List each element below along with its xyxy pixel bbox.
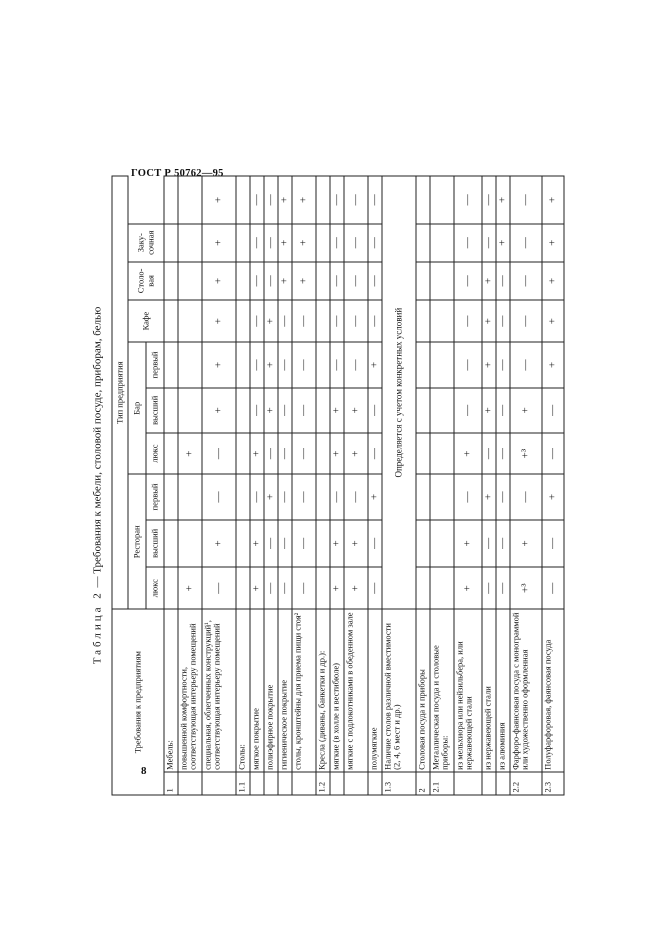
- table-row: [250, 176, 264, 795]
- row-value-cell: +: [510, 520, 542, 567]
- row-value-cell: +: [454, 567, 482, 609]
- row-value-cell: —: [250, 300, 264, 342]
- row-value-cell: —: [250, 388, 264, 433]
- row-value-cell: —: [264, 433, 278, 474]
- row-description: из алюминия: [496, 609, 510, 772]
- row-value-cell: —: [496, 433, 510, 474]
- row-description: Металлическая посуда и столовые приборы:: [430, 609, 454, 772]
- row-value-cell: [430, 176, 454, 224]
- row-value-cell: +: [344, 388, 368, 433]
- table-row: [430, 176, 454, 795]
- row-value-cell: —: [250, 176, 264, 224]
- row-value-cell: —: [344, 474, 368, 519]
- row-value-cell: +: [202, 388, 236, 433]
- table-row: [178, 176, 202, 795]
- row-value-cell: —: [368, 388, 382, 433]
- row-value-cell: +: [250, 520, 264, 567]
- row-value-cell: +: [344, 567, 368, 609]
- row-value-cell: —: [368, 224, 382, 262]
- row-description: Столы:: [236, 609, 250, 772]
- row-number: [454, 772, 482, 795]
- rotated-table-sheet: [91, 176, 559, 796]
- row-value-cell: —: [292, 567, 316, 609]
- row-value-cell: +: [264, 300, 278, 342]
- row-value-cell: [164, 474, 178, 519]
- row-value-cell: —: [482, 520, 496, 567]
- row-value-cell: +: [330, 433, 344, 474]
- row-value-cell: [430, 388, 454, 433]
- row-value-cell: [236, 342, 250, 387]
- row-number: [278, 772, 292, 795]
- row-value-cell: [316, 474, 330, 519]
- row-value-cell: +: [542, 176, 564, 224]
- table-caption: [92, 176, 110, 796]
- row-value-cell: [430, 433, 454, 474]
- row-value-cell: —: [344, 300, 368, 342]
- row-value-cell: —: [330, 474, 344, 519]
- row-value-cell: [164, 300, 178, 342]
- row-value-cell: [164, 433, 178, 474]
- row-value-cell: —: [368, 567, 382, 609]
- row-value-cell: [416, 262, 430, 300]
- row-value-cell: [416, 176, 430, 224]
- row-value-cell: [430, 474, 454, 519]
- table-row: [542, 176, 564, 795]
- row-value-cell: —: [510, 474, 542, 519]
- row-value-cell: [430, 520, 454, 567]
- row-value-cell: +: [250, 433, 264, 474]
- row-value-cell: [236, 520, 250, 567]
- row-value-cell: —: [264, 262, 278, 300]
- row-value-cell: +: [482, 388, 496, 433]
- row-value-cell: —: [344, 262, 368, 300]
- row-value-cell: [236, 567, 250, 609]
- row-value-cell: —: [454, 342, 482, 387]
- row-value-cell: [316, 433, 330, 474]
- table-row: [278, 176, 292, 795]
- table-row: [416, 176, 430, 795]
- row-value-cell: [164, 567, 178, 609]
- table-row: [330, 176, 344, 795]
- requirements-header: Требования к предприятиям: [112, 609, 164, 795]
- row-value-cell: +: [542, 262, 564, 300]
- row-value-cell: +: [542, 474, 564, 519]
- row-number: 1: [164, 772, 178, 795]
- row-value-cell: +: [496, 176, 510, 224]
- row-value-cell: —: [368, 262, 382, 300]
- row-value-cell: +: [202, 342, 236, 387]
- row-value-cell: [236, 474, 250, 519]
- row-value-cell: —: [202, 474, 236, 519]
- row-value-cell: [236, 388, 250, 433]
- row-value-cell: +: [330, 520, 344, 567]
- row-value-cell: [416, 342, 430, 387]
- row-value-cell: +: [330, 567, 344, 609]
- row-value-cell: [430, 262, 454, 300]
- row-value-cell: [316, 262, 330, 300]
- row-number: [202, 772, 236, 795]
- caption-label: Таблица 2: [91, 590, 104, 665]
- row-value-cell: [316, 176, 330, 224]
- row-value-cell: —: [482, 224, 496, 262]
- row-value-cell: +: [368, 342, 382, 387]
- row-number: [292, 772, 316, 795]
- row-value-cell: +: [278, 176, 292, 224]
- row-description: мягкие (в холле и вестибюле): [330, 609, 344, 772]
- row-number: [368, 772, 382, 795]
- row-value-cell: +: [292, 224, 316, 262]
- row-value-cell: +: [264, 474, 278, 519]
- row-value-cell: —: [482, 176, 496, 224]
- row-value-cell: —: [510, 300, 542, 342]
- row-value-cell: [416, 388, 430, 433]
- row-value-cell: [164, 262, 178, 300]
- row-description: мягкое покрытие: [250, 609, 264, 772]
- row-value-cell: —: [496, 342, 510, 387]
- row-value-cell: +: [542, 224, 564, 262]
- row-value-cell: +: [278, 224, 292, 262]
- row-value-cell: —: [202, 567, 236, 609]
- row-value-cell: —: [292, 474, 316, 519]
- row-number: [344, 772, 368, 795]
- row-number: [496, 772, 510, 795]
- bar-high-header: высший: [146, 388, 164, 433]
- row-value-cell: —: [510, 176, 542, 224]
- row-value-cell: [316, 342, 330, 387]
- row-value-cell: [316, 300, 330, 342]
- row-value-cell: [316, 224, 330, 262]
- restaurant-first-header: первый: [146, 474, 164, 519]
- row-value-cell: [164, 388, 178, 433]
- table-row: [236, 176, 250, 795]
- row-description: Полуфарфоровая, фаянсовая посуда: [542, 609, 564, 772]
- row-value-cell: —: [496, 520, 510, 567]
- row-value-cell: [236, 224, 250, 262]
- row-value-cell: —: [542, 388, 564, 433]
- row-value-cell: —: [250, 342, 264, 387]
- row-number: [178, 772, 202, 795]
- row-description: из нержавеющей стали: [482, 609, 496, 772]
- row-value-cell: —: [542, 520, 564, 567]
- row-value-cell: +: [178, 433, 202, 474]
- row-value-cell: +: [482, 474, 496, 519]
- row-value-cell: [178, 520, 202, 567]
- row-description: столы, кронштейны для приема пищи стоя²: [292, 609, 316, 772]
- table-row: [264, 176, 278, 795]
- row-value-cell: —: [542, 433, 564, 474]
- row-value-cell: —: [496, 567, 510, 609]
- row-value-cell: —: [202, 433, 236, 474]
- table-row: [292, 176, 316, 795]
- row-value-cell: [178, 474, 202, 519]
- row-value-cell: [178, 262, 202, 300]
- document-header: ГОСТ Р 50762—95: [131, 168, 224, 179]
- row-value-cell: —: [330, 342, 344, 387]
- row-value-cell: [416, 300, 430, 342]
- row-value-cell: —: [330, 300, 344, 342]
- row-value-cell: +: [202, 262, 236, 300]
- row-value-cell: —: [368, 300, 382, 342]
- table-row: [164, 176, 178, 795]
- row-value-cell: —: [454, 300, 482, 342]
- row-value-cell: [416, 567, 430, 609]
- canteen-header: Столо-вая: [128, 262, 164, 300]
- row-value-cell: —: [344, 342, 368, 387]
- row-value-cell: +: [250, 567, 264, 609]
- row-value-cell: [236, 176, 250, 224]
- row-value-cell: —: [278, 520, 292, 567]
- row-value-cell: —: [496, 300, 510, 342]
- row-value-cell: [164, 224, 178, 262]
- row-value-cell: [164, 342, 178, 387]
- row-value-cell: [416, 224, 430, 262]
- row-value-cell: [316, 520, 330, 567]
- row-value-cell: +: [178, 567, 202, 609]
- snackbar-header: Заку-сочная: [128, 224, 164, 262]
- row-value-cell: —: [496, 474, 510, 519]
- row-value-cell: [178, 176, 202, 224]
- row-value-cell: —: [542, 567, 564, 609]
- row-span-note: Определяется с учетом конкретных условий: [382, 176, 416, 609]
- row-description: полиэфирное покрытие: [264, 609, 278, 772]
- restaurant-high-header: высший: [146, 520, 164, 567]
- row-value-cell: —: [264, 176, 278, 224]
- table-row: [316, 176, 330, 795]
- row-number: 2.2: [510, 772, 542, 795]
- row-number: 2.1: [430, 772, 454, 795]
- row-value-cell: —: [330, 224, 344, 262]
- requirements-table: [112, 176, 565, 796]
- row-number: 2: [416, 772, 430, 795]
- row-value-cell: —: [278, 300, 292, 342]
- row-number: [250, 772, 264, 795]
- row-value-cell: —: [368, 176, 382, 224]
- row-value-cell: +³: [510, 567, 542, 609]
- row-value-cell: —: [368, 520, 382, 567]
- row-description: Мебель:: [164, 609, 178, 772]
- row-value-cell: +: [454, 433, 482, 474]
- row-value-cell: [178, 300, 202, 342]
- row-number: 2.3: [542, 772, 564, 795]
- row-value-cell: [178, 388, 202, 433]
- row-value-cell: +: [202, 300, 236, 342]
- row-value-cell: —: [264, 224, 278, 262]
- row-value-cell: +: [278, 262, 292, 300]
- row-value-cell: —: [278, 433, 292, 474]
- row-description: мягкие с подлокотниками в обеденном зале: [344, 609, 368, 772]
- row-description: Фарфоро-фаянсовая посуда с монограммой или художественно оформленная: [510, 609, 542, 772]
- enterprise-type-header: Тип предприятия: [112, 176, 128, 609]
- row-value-cell: —: [344, 224, 368, 262]
- row-value-cell: —: [264, 567, 278, 609]
- row-value-cell: —: [482, 433, 496, 474]
- row-value-cell: [236, 262, 250, 300]
- row-number: 1.3: [382, 772, 416, 795]
- row-value-cell: [316, 567, 330, 609]
- table-row: [510, 176, 542, 795]
- row-value-cell: —: [510, 224, 542, 262]
- row-value-cell: —: [510, 262, 542, 300]
- row-value-cell: +: [496, 224, 510, 262]
- row-value-cell: +: [292, 176, 316, 224]
- row-description: из мельхиора или нейзильбера, или нержавеющей стали: [454, 609, 482, 772]
- row-value-cell: —: [250, 474, 264, 519]
- row-value-cell: +: [202, 520, 236, 567]
- row-description: полумягкие: [368, 609, 382, 772]
- row-value-cell: —: [292, 388, 316, 433]
- row-value-cell: +: [482, 262, 496, 300]
- row-value-cell: —: [250, 224, 264, 262]
- row-value-cell: —: [454, 224, 482, 262]
- row-value-cell: —: [292, 342, 316, 387]
- row-value-cell: +: [482, 300, 496, 342]
- row-value-cell: —: [454, 176, 482, 224]
- row-value-cell: +: [292, 262, 316, 300]
- row-value-cell: —: [496, 388, 510, 433]
- row-value-cell: [178, 224, 202, 262]
- cafe-header: Кафе: [128, 300, 164, 342]
- row-value-cell: —: [368, 433, 382, 474]
- table-body: [164, 176, 564, 795]
- row-value-cell: [316, 388, 330, 433]
- row-value-cell: —: [344, 176, 368, 224]
- row-value-cell: [430, 300, 454, 342]
- row-value-cell: +: [344, 520, 368, 567]
- table-row: [368, 176, 382, 795]
- row-value-cell: +: [202, 176, 236, 224]
- row-value-cell: —: [278, 388, 292, 433]
- row-value-cell: —: [482, 567, 496, 609]
- restaurant-lux-header: люкс: [146, 567, 164, 609]
- row-description: Кресла (диваны, банкетки и др.):: [316, 609, 330, 772]
- row-value-cell: +: [510, 388, 542, 433]
- row-value-cell: +: [344, 433, 368, 474]
- table-row: [454, 176, 482, 795]
- bar-first-header: первый: [146, 342, 164, 387]
- row-value-cell: +: [330, 388, 344, 433]
- row-value-cell: [164, 520, 178, 567]
- row-value-cell: —: [250, 262, 264, 300]
- row-value-cell: —: [454, 262, 482, 300]
- table-row: [344, 176, 368, 795]
- table-row: [382, 176, 416, 795]
- bar-header: Бар: [128, 342, 146, 474]
- row-value-cell: [178, 342, 202, 387]
- row-value-cell: [416, 474, 430, 519]
- row-number: [330, 772, 344, 795]
- row-value-cell: [430, 567, 454, 609]
- row-value-cell: +: [482, 342, 496, 387]
- row-description: Столовая посуда и приборы: [416, 609, 430, 772]
- table-row: [482, 176, 496, 795]
- row-value-cell: —: [292, 433, 316, 474]
- row-value-cell: +: [264, 388, 278, 433]
- row-number: [482, 772, 496, 795]
- row-value-cell: +: [264, 342, 278, 387]
- table-row: [496, 176, 510, 795]
- row-value-cell: +: [542, 342, 564, 387]
- row-value-cell: [416, 520, 430, 567]
- row-value-cell: —: [278, 567, 292, 609]
- restaurant-header: Ресторан: [128, 474, 146, 609]
- row-value-cell: +: [202, 224, 236, 262]
- row-value-cell: +: [542, 300, 564, 342]
- row-value-cell: +: [368, 474, 382, 519]
- page-number: 8: [141, 765, 147, 777]
- row-value-cell: —: [454, 388, 482, 433]
- table-row: [202, 176, 236, 795]
- row-value-cell: [236, 433, 250, 474]
- caption-text: — Требования к мебели, столовой посуде, приборам, белью: [91, 306, 104, 591]
- row-value-cell: —: [292, 300, 316, 342]
- row-value-cell: +³: [510, 433, 542, 474]
- row-number: [264, 772, 278, 795]
- row-value-cell: +: [454, 520, 482, 567]
- row-description: Наличие столов различной вместимости (2, 4, 6 мест и др.): [382, 609, 416, 772]
- row-value-cell: [430, 224, 454, 262]
- row-value-cell: —: [330, 262, 344, 300]
- row-description: специальная, облегченных конструкций¹, соответствующая интерьеру помещений: [202, 609, 236, 772]
- row-value-cell: [416, 433, 430, 474]
- row-number: 1.1: [236, 772, 250, 795]
- row-value-cell: [164, 176, 178, 224]
- row-value-cell: —: [454, 474, 482, 519]
- row-value-cell: —: [278, 474, 292, 519]
- row-description: повышенной комфортности, соответствующая интерьеру помещений: [178, 609, 202, 772]
- row-value-cell: —: [510, 342, 542, 387]
- row-value-cell: [430, 342, 454, 387]
- row-value-cell: —: [330, 176, 344, 224]
- bar-lux-header: люкс: [146, 433, 164, 474]
- row-value-cell: —: [292, 520, 316, 567]
- row-value-cell: —: [264, 520, 278, 567]
- row-number: 1.2: [316, 772, 330, 795]
- row-description: гигиеническое покрытие: [278, 609, 292, 772]
- row-value-cell: —: [278, 342, 292, 387]
- row-value-cell: —: [496, 262, 510, 300]
- row-value-cell: [236, 300, 250, 342]
